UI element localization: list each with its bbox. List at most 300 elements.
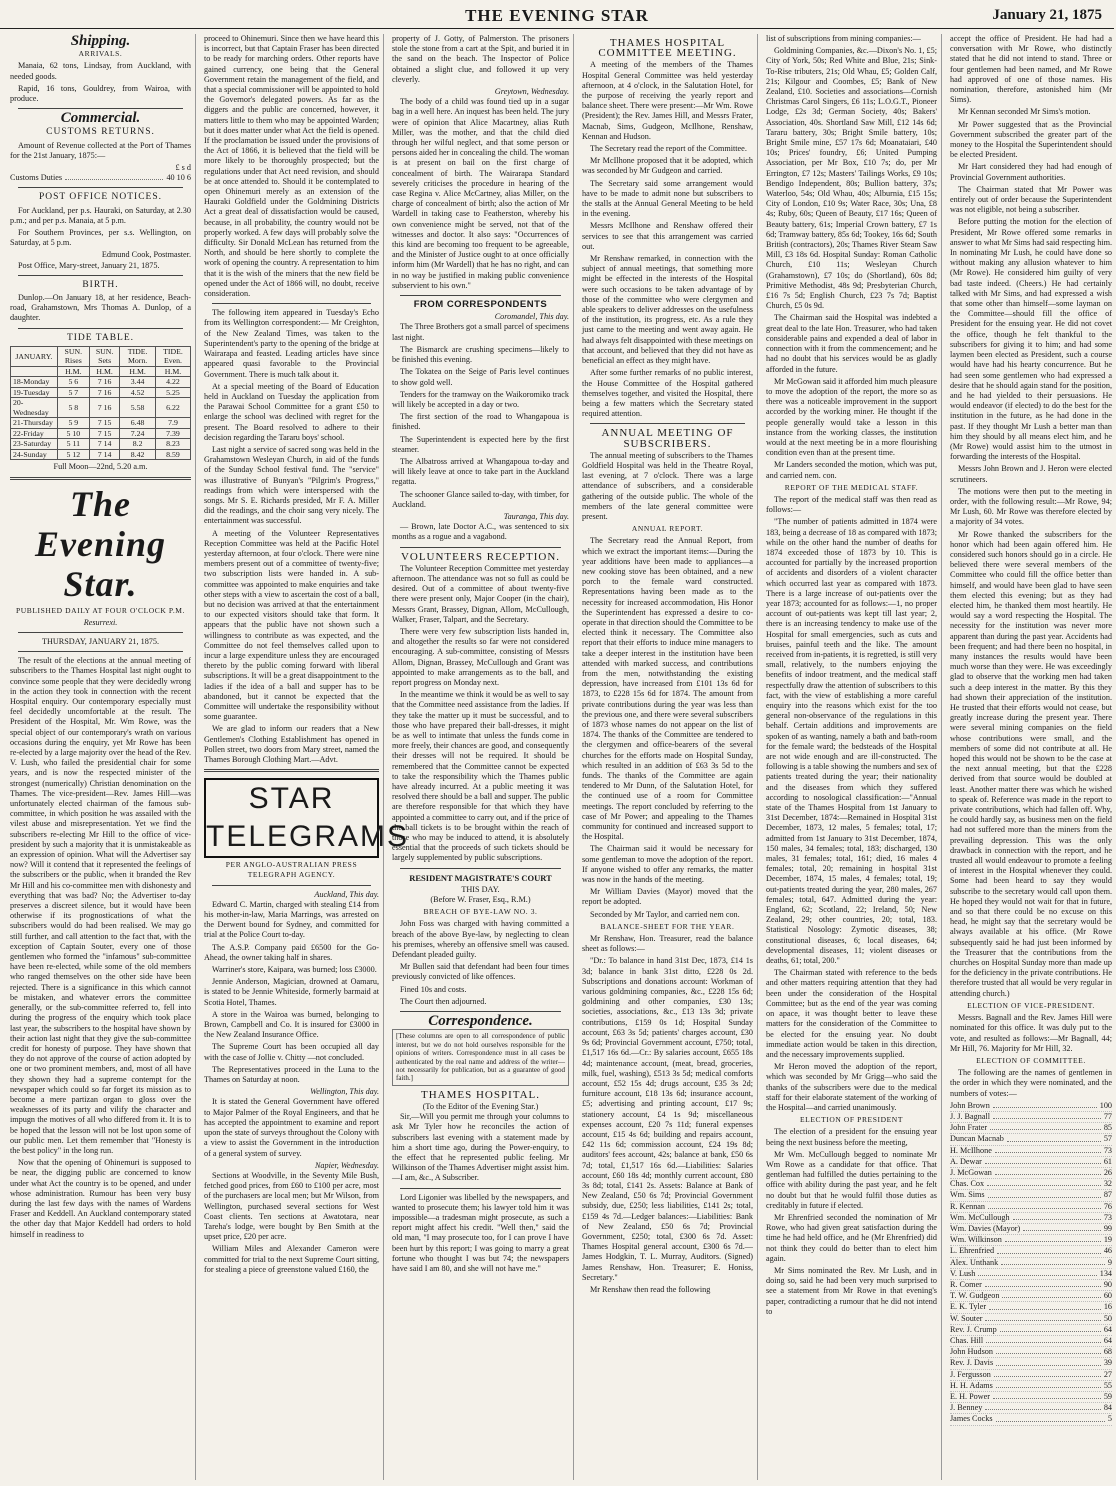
telegram-item: property of J. Gotty, of Palmerston. The prisoners stole the stone from a cart at the Spit, and buried it in the sand on the beach. The Inspector of Police obtained a slight clue, and followed it up very cleverly. xyxy=(392,34,569,84)
vote-count: 39 xyxy=(1103,1358,1112,1368)
medical-paragraph: Mr Heron moved the adoption of the report, which was seconded by Mr Grigg—who said the thanks of the subscribers were due to the medical staff for their elaborate statement of the working of the Hospital—and carried unanimously. xyxy=(766,1062,937,1112)
court-subheading: THIS DAY. xyxy=(461,884,500,894)
telegram-dateline: Greytown, Wednesday. xyxy=(494,87,569,97)
tide-row xyxy=(11,439,191,450)
candidate-name: John Frater xyxy=(950,1123,988,1133)
meeting-paragraph: Mr McIlhone proposed that it be adopted, which was seconded by Mr Gudgeon and carried. xyxy=(582,156,753,176)
birth-notice: Dunlop.—On January 18, at her residence, Beach-road, Grahamstown, Mrs Thomas A. Dunlop, of a daughter. xyxy=(10,293,191,323)
election-paragraph: Before putting the motion for the election of President, Mr Rowe offered some remarks in answer to what Mr Sims had said respecting him. In nominating Mr Lush, he could have done so without making any allusion whatever to him (Mr Rowe). He considered him guilty of very bad taste indeed. (Cheers.) He had certainly talked with Mr Sims, and had expressed a wish that some other than himself—some layman on the Committee—should fill the office of President for the ensuing year. He did not covet the office, though he felt thankful to the subscribers for giving it to him; and had some laymen been elected as President, such a course would have had his hearty concurrence. But he had seen some gentlemen who had expressed a desire that he should again stand for the position, and he had yielded to their persuasions. He would endeavor (if elected) to do the best for the institution in the future, as he had done in the past. If they thought Mr Lush a better man than him they should by all means elect him, and he (Mr Rowe) would assist him to the utmost in forwarding the interests of the Hospital. xyxy=(950,217,1112,462)
candidate-name: H. McIlhone xyxy=(950,1145,992,1155)
vote-row xyxy=(950,1314,1112,1325)
vote-count: 55 xyxy=(1103,1380,1112,1390)
vote-count: 64 xyxy=(1103,1324,1112,1334)
tide-cell: 7 15 xyxy=(89,428,119,439)
leader-dots xyxy=(1013,1213,1101,1220)
candidate-name: V. Lush xyxy=(950,1268,976,1278)
telegram-item: The Representatives proceed in the Luna to the Thames on Saturday at noon. xyxy=(204,1064,379,1085)
medical-paragraph: "The number of patients admitted in 1874 were 183, being a decrease of 18 as compared with 1873; while on the other hand the number of deaths for 1874 exceeded those of 1873 by 10. This is accounted for partially by the increased proportion of accidents and disorders of a violent character which occurred last year as compared with 1873. There is a large increase of out-patients over the year 1873; accounted for as follows:—1, no proper account of out-patients was kept till last year; 2, there is an increasing tendency to make use of the Hospital for small emergencies, such as cuts and bruises, painful teeth and the like. The amount received from in-patients, it is regretted, is still very small, relatively, to the numbers enjoying the benefits of indoor treatment, and the medical staff respectfully draw the attention of subscribers to this fact, with the view of establishing a more careful enquiry into the reasons which exist for the too general non-observance of the regulations in this behalf. Certain additions and improvements are spoken of as wanting, namely a bath and bath-room for the female ward; the bedsteads of the Hospital are not wide enough and are ill-constructed. The following is a table showing the numbers and sex of patients treated during the year; their nationality and the diseases from which they suffered according to nosological classification:—"Annual state of the Thames Hospital from 1st January to 31st December, 1874:—Remained in Hospital 31st December, 1873, 12 males, 5 females; total, 17; admitted from 1st January to 31st December, 1874, 150 males, 34 females; total, 183; discharged, 130 males, 31 females; total, 161; died, 16 males 4 females; total, 20; remaining in hospital 31st December, 1874, 15 males, 4 females; total, 19; out-patients treated during the year, 280 males, 267 females; total, 647. Admitted during the year: England, 62; Scotland, 22; Ireland, 50; New Zealand, 29; other countries, 20; total, 183. Statistical Nosology: Zymotic diseases, 38; constitutional diseases, 6; local diseases, 64; developmental diseases, 11; violent diseases or deaths, 61; total, 200." xyxy=(766,517,937,966)
divider xyxy=(590,423,745,424)
vote-row xyxy=(950,1146,1112,1157)
vote-row xyxy=(950,1235,1112,1246)
arrival-item: Manaia, 62 tons, Lindsay, from Auckland, with needed goods. xyxy=(10,61,191,81)
vote-count: 57 xyxy=(1103,1134,1112,1144)
medical-report-heading: REPORT OF THE MEDICAL STAFF. xyxy=(784,482,919,492)
post-office-heading: POST OFFICE NOTICES. xyxy=(38,192,163,203)
arrival-item: Rapid, 16 tons, Gouldrey, from Wairoa, with produce. xyxy=(10,83,191,104)
meeting-paragraph: The Secretary said some arrangement would have to be made to admit none but subscribers to the stalls at the Annual General Meeting to be held in the evening. xyxy=(582,178,753,219)
candidate-name: J. Fergusson xyxy=(950,1369,991,1379)
letter-heading: THAMES HOSPITAL. xyxy=(420,1088,540,1101)
divider xyxy=(400,295,561,296)
tide-cell: 5 8 xyxy=(57,398,89,418)
tide-heading: TIDE TABLE. xyxy=(66,332,135,343)
volunteers-paragraph: There were very few subscription lists handed in, and altogether the results so far were not considered encouraging. A sub-committee, consisting of Messrs Allom, Dignan, Brassey, McCullough and Grant was appointed to make arrangements as to the ball, and report progress on Monday next. xyxy=(392,626,569,687)
vote-count: 100 xyxy=(1099,1100,1112,1110)
tide-cell: 7.24 xyxy=(120,428,156,439)
leader-dots xyxy=(1023,1224,1101,1231)
vote-row xyxy=(950,1336,1112,1347)
vote-row xyxy=(950,1190,1112,1201)
customs-duties-label: Customs Duties xyxy=(10,173,63,183)
motto: Resurrexi. xyxy=(83,617,118,627)
meeting-paragraph: Mr Renshaw remarked, in connection with the subject of annual meetings, that something more might be effected in the interests of the Hospital were such occasions to be taken advantage of by those of the committee who were clergymen and able speakers to deliver addresses on the usefulness of the institution, its progress, etc. As a rule they just came to the meeting and went away again. He had always felt disappointed with these meetings on that account, and believed that they did not have as beneficial an effect as they might have. xyxy=(582,254,753,366)
telegram-item: Sections at Woodville, in the Seventy Mile Bush, fetched good prices, from £60 to £100 per acre, most of the purchasers are local men; but Mr Wilson, from Wellington, purchased several sections for West Coast clients. Ten sections at Awatotara, near Tareha's lodge, were bought by Ben Smith at the upset price, £20 per acre. xyxy=(204,1170,379,1242)
leader-dots xyxy=(997,1246,1101,1253)
leader-dots xyxy=(993,1101,1097,1108)
tide-cell: 7 16 xyxy=(89,387,119,398)
leader-dots xyxy=(985,1280,1101,1287)
vote-count: 5 xyxy=(1107,1414,1112,1424)
vote-count: 84 xyxy=(1103,1403,1112,1413)
customs-units: £ s d xyxy=(175,163,191,173)
tide-cell: 7.9 xyxy=(155,418,190,429)
tide-row xyxy=(11,398,191,418)
tide-cell: 5 9 xyxy=(57,418,89,429)
divider xyxy=(18,651,183,652)
tide-unit: H.M. xyxy=(89,366,119,377)
meeting-paragraph: The Secretary read the report of the Committee. xyxy=(590,144,747,154)
leader-dots xyxy=(996,1358,1101,1365)
tide-col-header: SUN. Sets xyxy=(89,346,119,366)
vote-count: 9 xyxy=(1107,1257,1112,1267)
arrivals-heading: ARRIVALS. xyxy=(78,49,123,59)
subscription-paragraph: Mr Landers seconded the motion, which was put, and carried nem. con. xyxy=(766,460,937,480)
tide-unit: H.M. xyxy=(120,366,156,377)
president-election-heading: ELECTION OF PRESIDENT xyxy=(799,1115,903,1125)
balance-paragraph: "Dr.: To balance in hand 31st Dec, 1873, £14 1s 3d; balance in bank 31st ditto, £228 0s 2d. Subscriptions and donations account: Workman of various goldmining companies, &c., £228 15s 6d; goldmining and other companies, £30 13s; societies, associations, &c., £13 13s 3d; private contributions, £159 0s 1d; Hospital Sunday account, £63 3s 5d; patients' charges account, £30 9s 6d; Provincial Government account, £750; total, £1,517 16s 6d.—Cr.: By salaries account, £655 18s 4d; maintenance account, (meat, bread, groceries, milk, fuel, washing), £513 3s 5d; medical comforts account, £52 15s 4d; drugs account, £35 3s 2d; furniture account, £18 13s 6d; insurance account, £5; advertising and printing account, £17 9s; stationery account, £4 1s 9d; miscellaneous expenses account, £20 7s 11d; funeral expenses account, £15 4s 6d; building and repairs account, £42 11s 6d; commission account, £24 19s 8d; auditors' fees account, 42s; balance at bank, £50 6s 7d; total, £1,517 16s 6d.—Liabilities: Salaries account, £60 18s 4d; monthly current account, £80 3s 8d; total, £141 2s. Assets: Balance at Bank of New Zealand, £50 6s 7d; Provincial Government subsidy, due, £250; less liabilities, £141 2s; total, £159 4s 7d.—Ledger balances:—Liabilities: Bank of New Zealand, £50 6s 7d; Provincial Government, £250; total, £300 6s 7d. Asset: Thames Hospital general account, £300 6s 7d.—James Hodgkin, T. L. Murray, Auditors. (Signed) James Renshaw, Hon. Treasurer; E. Honiss, Secretary." xyxy=(582,956,753,1282)
leader-dots xyxy=(986,1336,1101,1343)
column-1 xyxy=(6,34,196,1480)
telegrams-agency: PER ANGLO-AUSTRALIAN PRESS TELEGRAPH AGENCY. xyxy=(225,860,358,880)
news-paragraph: proceed to Ohinemuri. Since then we have heard this is incorrect, but that Captain Fraser has been directed to be ready for marching orders. Other reports have gained currency, one being that the General Government retain the management of the field, and that a special commissioner will be appointed to hold the Governor's delegated powers. As far as the diggers and the public are concerned, however, it matters little to them who may be appointed Warden; but it does matter under what Act the field is opened. If the proclamation be issued under the provisions of the Act of 1866, it is believed that the field will be more likely to be thoroughly prospected; but the regulations under that Act need revision, and should be at once attended to. Should it be contemplated to open Ohinemuri merely as an extension of the Hauraki Goldfield under the Goldmining Districts Act a great deal of dissatisfaction would be caused, because, in all probability, the country would not be properly worked. A few days will probably solve the difficulty. Sir Donald McLean has returned from the North, and should be here shortly to complete the work of opening the country. A representation to him that it is the wish of the miners that the new field be opened under the Act of 1866 will, no doubt, receive consideration. xyxy=(204,34,379,299)
vote-count: 77 xyxy=(1103,1111,1112,1121)
correspondent-item: The Three Brothers got a small parcel of specimens last night. xyxy=(392,322,569,342)
tide-cell: 18-Monday xyxy=(11,377,58,388)
tide-cell: 7 16 xyxy=(89,377,119,388)
shipping-heading: Shipping. xyxy=(70,33,131,49)
vote-count: 90 xyxy=(1103,1279,1112,1289)
divider xyxy=(18,632,183,633)
candidate-name: Wm. McCullough xyxy=(950,1212,1010,1222)
column-4 xyxy=(578,34,758,1480)
vote-row xyxy=(950,1168,1112,1179)
correspondent-dateline: Coromandel, This day. xyxy=(494,312,569,322)
divider xyxy=(400,868,561,869)
candidate-name: E. H. Power xyxy=(950,1392,991,1401)
candidate-name: Rev. J. Davis xyxy=(950,1358,994,1368)
report-paragraph: Seconded by Mr Taylor, and carried nem con. xyxy=(590,909,740,919)
news-paragraph: Last night a service of sacred song was held in the Grahamstown Wesleyan Church, in aid of the funds of the Sunday School festival fund. The "service" was illustrative of Bunyan's "Pilgrim's Progress," readings from which were interspersed with the songs. Mr S. E. Richards presided, Mr F. A. Miller did the readings, and the choir sang very nicely. The entertainment was successful. xyxy=(204,444,379,526)
correspondent-item: The schooner Glance sailed to-day, with timber, for Auckland. xyxy=(392,489,569,509)
tide-cell: 22-Friday xyxy=(11,428,58,439)
vote-row xyxy=(950,1224,1112,1235)
post-signature: Edmund Cook, Postmaster. xyxy=(101,250,191,260)
balance-sheet-heading: BALANCE-SHEET FOR THE YEAR. xyxy=(600,921,735,931)
leader-dots xyxy=(985,1314,1100,1321)
vote-row xyxy=(950,1414,1112,1425)
vote-count: 73 xyxy=(1103,1212,1112,1222)
telegram-dateline: Napier, Wednesday. xyxy=(314,1160,379,1170)
candidate-name: Wm. Wilkinson xyxy=(950,1235,1002,1245)
tide-row xyxy=(11,387,191,398)
court-paragraph: The Court then adjourned. xyxy=(400,996,487,1006)
vote-row xyxy=(950,1112,1112,1123)
tide-row xyxy=(11,377,191,388)
meeting-paragraph: A meeting of the members of the Thames Hospital General Committee was held yesterday afternoon, at 4 o'clock, in the Salutation Hotel, for the purpose of receiving the yearly report and balance sheet. There were present:—Mr Wm. Rowe (President); the Rev. James Hill, and Messrs Frater, Macnab, Sims, Gudgeon, McIlhone, Renshaw, Kennan and Hudson. xyxy=(582,60,753,141)
customs-duties-value: 40 10 6 xyxy=(166,173,191,183)
editorial-paragraph: Now that the opening of Ohinemuri is supposed to be near, the digging public are concerned to know under what Act the country is to be opened, and under whose administration. Rumour has been very busy during the last few days with the names of Wardens Fraser and Keddell. An Auckland contemporary stated the other day that Major Keddell had orders to hold himself in readiness to xyxy=(10,1158,191,1239)
news-paragraph: The following item appeared in Tuesday's Echo from its Wellington correspondent:— Mr Creighton, of the New Zealand Times, was taken to the Superintendent's party to the opening of the bridge at Wairarapa and feasted. Leading articles have since appeared quasi favorable to the Provincial Government. There is much talk about it. xyxy=(204,308,379,379)
vote-count: 46 xyxy=(1103,1246,1112,1256)
tide-col-header: SUN. Rises xyxy=(57,346,89,366)
election-paragraph: accept the office of President. He had had a conversation with Mr Rowe, who distinctly stated that he did not intend to stand. Three or four gentlemen had been named, and Mr Rowe had approved of one of those names. His nomination, therefore, astonished him (Mr Sims). xyxy=(950,34,1112,105)
vote-row xyxy=(950,1403,1112,1414)
candidate-name: Chas. Hill xyxy=(950,1335,984,1345)
votes-list xyxy=(950,1101,1112,1426)
election-paragraph: Mr Hart considered they had had enough of Provincial Government authorities. xyxy=(950,162,1112,182)
leader-dots xyxy=(989,1302,1101,1309)
candidate-name: Duncan Macnab xyxy=(950,1134,1004,1144)
leader-dots xyxy=(995,1146,1101,1153)
anecdote: Lord Ligonier was libelled by the newspapers, and wanted to prosecute them; his lawyer told him it was impossible—a tradesman might prosecute, as such a report might affect his credit. "Well then," said the old man, "I may prosecute too, for I can prove I have been hurt by this report; I was going to marry a great fortune who thought I was but 74; the newspapers have said I am 80, and she will not have me." xyxy=(392,1192,569,1273)
candidate-name: Rev. J. Crump xyxy=(950,1324,997,1334)
vote-count: 73 xyxy=(1103,1145,1112,1155)
vote-row xyxy=(950,1123,1112,1134)
subscription-paragraph: list of subscriptions from mining companies:— xyxy=(766,34,921,43)
correspondent-item: The Bismarck are crushing specimens—likely to be finished this evening. xyxy=(392,344,569,365)
candidate-name: H. H. Adams xyxy=(950,1380,993,1390)
tide-unit: H.M. xyxy=(57,366,89,377)
telegram-item: Edward C. Martin, charged with stealing £14 from his mother-in-law, Maria Marrings, was arrested on the Derwent bound for Sydney, and committed for trial at the Police Court to-day. xyxy=(204,899,379,940)
court-paragraph: Fined 10s and costs. xyxy=(400,984,467,994)
meeting-paragraph: After some further remarks of no public interest, the House Committee of the Hospital gathered themselves together, and visited the Hospital, there being a few matters which the Secretary stated required attention. xyxy=(582,368,753,419)
vote-row xyxy=(950,1280,1112,1291)
tide-cell: 6.48 xyxy=(120,418,156,429)
election-paragraph: The Chairman stated that Mr Power was entirely out of order because the Superintendent was not eligible, not being a subscriber. xyxy=(950,184,1112,215)
tide-cell: 5.25 xyxy=(155,387,190,398)
paper-nameplate: The Evening Star. xyxy=(34,483,166,604)
divider xyxy=(400,1188,561,1189)
telegram-item: Jennie Anderson, Magician, drowned at Oamaru, is stated to be Jennie Whiteside, formerly barmaid at Scotia Hotel, Thames. xyxy=(204,977,379,1007)
vote-count: 27 xyxy=(1103,1369,1112,1379)
vote-count: 60 xyxy=(1103,1291,1112,1301)
full-moon: Full Moon—22nd, 5.20 a.m. xyxy=(53,462,148,472)
report-paragraph: The Secretary read the Annual Report, from which we extract the important items:—During the year additions have been made to appliances—a new cooking stove has been obtained, and a new porch to the female ward constructed. Representations having been made as to the necessity for increased accommodation, His Honor the Superintendent has expressed a desire to co-operate in that direction should the Committee to be elected think it necessary. The Committee also report that their efforts to induce mine managers to take a deeper interest in the institution have been attended with marked success, and contributions from the men, notwithstanding the existing depression, have increased from £101 13s 6d for 1873, to £228 15s 6d for 1874. The amount from private contributions during the year was less than the previous one, and there were several subscribers of 1873 whose names do not appear on the list of 1874. The thanks of the Committee are tendered to the clergymen and office-bearers of the several churches for the efforts made on Hospital Sunday, which resulted in an addition of £63 3s 5d to the funds. The thanks of the Committee are again tendered to Mr Dunn, of the Salutation Hotel, for the continued use of a room for Committee meetings. The report concluded by referring to the case of Mr Power; and appealing to the Thames community for continued and increased support to the Hospital. xyxy=(582,536,753,842)
correspondent-item: — Brown, late Doctor A.C., was sentenced to six months as a rogue and a vagabond. xyxy=(392,522,569,542)
tide-body xyxy=(11,377,191,460)
leader-dots xyxy=(1007,1134,1101,1141)
candidate-name: J. McGowan xyxy=(950,1167,992,1177)
president-paragraph: The election of a president for the ensuing year being the next business before the meeting, xyxy=(766,1127,937,1147)
candidate-name: L. Ehrenfried xyxy=(950,1246,995,1256)
tide-cell: 5 10 xyxy=(57,428,89,439)
annual-meeting-heading: ANNUAL MEETING OF SUBSCRIBERS. xyxy=(601,427,734,450)
tide-row xyxy=(11,449,191,460)
vote-count: 59 xyxy=(1103,1392,1112,1401)
candidate-name: W. Souter xyxy=(950,1313,983,1323)
leader-dots xyxy=(985,1403,1101,1410)
correspondent-item: The Albatross arrived at Whangapoua to-day and will likely leave at once to take part in the Auckland regatta. xyxy=(392,456,569,487)
vice-president-paragraph: Messrs. Bagnall and the Rev. James Hill were nominated for this office. It was duly put to the vote, and resulted as follows:—Mr Bagnall, 44; Mr Hill, 76. Majority for Mr Hill, 32. xyxy=(950,1013,1112,1053)
committee-meeting-heading: THAMES HOSPITAL COMMITTEE MEETING. xyxy=(598,37,737,60)
tide-row xyxy=(11,428,191,439)
telegram-dateline: Wellington, This day. xyxy=(310,1087,379,1097)
candidate-name: Alex. Unthank xyxy=(950,1257,999,1267)
vote-row xyxy=(950,1347,1112,1358)
vote-count: 76 xyxy=(1103,1201,1112,1211)
election-paragraph: The motions were then put to the meeting in order, with the following result:—Mr Rowe, 94; Mr Lush, 60. Mr Rowe was therefore elected by a majority of 34 votes. xyxy=(950,486,1112,527)
telegram-item: Warriner's store, Kaipara, was burned; loss £3000. xyxy=(212,965,377,975)
column-3 xyxy=(388,34,574,1480)
leader-dots xyxy=(990,1123,1101,1130)
election-paragraph: Mr Power suggested that as the Provincial Government subscribed the greater part of the money to the Hospital the Superintendent should be elected President. xyxy=(950,119,1112,160)
column-6 xyxy=(946,34,1116,1480)
post-item: For Auckland, per p.s. Hauraki, on Saturday, at 2.30 p.m.; and per p.s. Manaia, at 5 p.m. xyxy=(10,205,191,225)
leader-dots xyxy=(65,173,163,180)
president-paragraph: Mr Wm. McCullough begged to nominate Mr Wm Rowe as a candidate for that office. That gentleman had fulfilled the duties pertaining to the office with ability during the past year, and he felt no doubt but that he would fulfil those duties as creditably in future if elected. xyxy=(766,1149,937,1210)
leader-dots xyxy=(987,1179,1101,1186)
news-paragraph: We are glad to inform our readers that a New Gentlemen's Clothing Establishment has opened in Pollen street, two doors from Mary street, named the Thames Borough Clothing Mart.—Advt. xyxy=(204,724,379,765)
correspondent-item: The Superintendent is expected here by the first steamer. xyxy=(392,434,569,454)
divider xyxy=(204,769,379,772)
column-6-body xyxy=(950,34,1112,1426)
election-paragraph: Mr Rowe thanked the subscribers for the honor which had been again offered him. He considered such honors should go in a circle. He believed there were several members of the Committee who could fill the office better than himself, and would have been glad to have seen them elected this evening; but as they had elected him, he thanked them most heartily. He would say a word respecting the Hospital. The necessity for the institution was never more apparent than during the past year. Accidents had been frequent; and had there been no hospital, in many instances the results would have been much worse than they were. He was exceedingly glad to observe that the working men had taken such a deep interest in the matter. By this they had shown their appreciation of the institution. He trusted that their efforts would not cease, but greatly increase during the present year. There were several mining companies on the field whose contributions were small, and the members of some did not contribute at all. He hoped this would not be shown to be the case at the next annual meeting, but that the £228 derived from that source would be doubled at least. Another matter there was which he wished to speak of. Reference was made in the report to private contributions, which had fallen off. Why, he could hardly say, as business men on the field had not suffered more than the miners from the prevailing depression. This was the only drawback in connection with the report, and he trusted all would endeavour to promote a feeling of interest in the Hospital whenever they could. Some had been heard to say they would subscribe to the secretary would call upon them. He hoped they would not wait for that in future, and so that there could be no excuse on this head, he might say that the secretary would be always available at his office. (Mr Rowe subsequently said he had just been informed by the Treasurer that the contributions from the churches on Hospital Sunday more than made up for the deficiency in the private contributions. He therefore trusted that all would be very regular in attending church.) xyxy=(950,529,1112,998)
vote-row xyxy=(950,1302,1112,1313)
tide-cell: 4.52 xyxy=(120,387,156,398)
candidate-name: A. Dewar xyxy=(950,1156,982,1166)
vote-row xyxy=(950,1269,1112,1280)
vote-row xyxy=(950,1246,1112,1257)
telegrams-title: STAR TELEGRAMS xyxy=(204,778,379,858)
candidate-name: R. Kennan xyxy=(950,1201,986,1211)
tide-cell: 7 15 xyxy=(89,418,119,429)
vote-row xyxy=(950,1258,1112,1269)
column-2 xyxy=(200,34,410,1480)
vote-count: 64 xyxy=(1103,1335,1112,1345)
medical-paragraph: The Chairman stated with reference to the beds and other matters requiring attention that they had been under the consideration of the Hospital Committee; but as the end of the year was coming on apace, it was thought better to leave these matters for the consideration of the Committee to be elected for the ensuing year. No doubt immediate action would be taken in this direction, and the necessary improvements supplied. xyxy=(766,968,937,1059)
correspondent-item: Tenders for the tramway on the Waikoromiko track will likely be accepted in a day or two. xyxy=(392,389,569,409)
vote-count: 85 xyxy=(1103,1123,1112,1133)
annual-paragraph: The annual meeting of subscribers to the Thames Goldfield Hospital was held in the Theatre Royal, last evening, at 7 o'clock. There was a large attendance of subscribers, and a considerable gathering of the outside public. The whole of the members of the late general committee were present. xyxy=(582,450,753,521)
meeting-paragraph: Messrs McIlhone and Renshaw offered their services to see that this arrangement was carried out. xyxy=(582,221,753,251)
column-5 xyxy=(762,34,942,1480)
leader-dots xyxy=(1005,1235,1101,1242)
tide-unit xyxy=(11,366,58,377)
running-head xyxy=(0,6,1114,29)
vote-count: 87 xyxy=(1103,1190,1112,1200)
divider xyxy=(10,477,191,480)
vote-count: 68 xyxy=(1103,1347,1112,1357)
leader-dots xyxy=(988,1202,1101,1209)
running-date: January 21, 1875 xyxy=(992,7,1102,23)
candidate-name: John Hudson xyxy=(950,1347,993,1357)
correspondents-heading: FROM CORRESPONDENTS xyxy=(413,299,548,311)
editorial-paragraph: The result of the elections at the annual meeting of subscribers to the Thames Hospital last night ought to convince some people that they were decidedly wrong in the action they took in connection with the recent Hospital enquiry. Our contemporary especially must feel decidedly uncomfortable at the result. The President of the Hospital, Mr. Wm Rowe, was the special object of our contemporary's wrath on various occasions during the enquiry, yet Mr Rowe has been re-elected by a large majority over the head of the Rev. V. Lush, who failed the presidential chair for some years, and is now the respected minister of the strongest (numerically) Christian denomination on the Thames. The vice-president—Rev. James Hill—was unfortunately elected chairman of the famous sub-committee, in which position he was assailed with the vilest abuse and misrepresentation. Yet we find the subscribers re-electing Mr Hill to the office of vice-president by such a majority that it is unmistakeable as an expression of opinion. What will the Advertiser say now? Will it contend that it represented the feelings of the subscribers or the public, when it branded the Rev Mr Hill and his co-committee men with dishonesty and everything that was bad? No; the Advertiser to-day preserves a discreet silence, but it would have been otherwise if its prognostications of what the subscribers would do had been realised. We may go still further, and call attention to the fact that, with the exception of Captain Souter, every one of those gentlemen who formed the "infamous" sub-committee have been re-elected, while some of the old members who ranged themselves on the other side have been rejected. There is a significance in this which cannot be mistaken, and whatever errors the committee generally, or the sub-committee referred to, fell into during the progress of the enquiry which took place last year, the subscribers to the hospital have shown by their action last night that they give the sub-committee credit for honesty of purpose. They have shown that they do not approve of the course of action adopted by one or two prominent members, and, most of all have they shown they had a supreme contempt for the newspaper which could so far forget its mission as to become a mere partizan organ to gloss over the weaknesses of its party and vilify the character and impugn the motives of all who differed from it. It is to be hoped that the lesson will not be lost upon some of our public men. Let them remember that "Honesty is the best policy" in the long run. xyxy=(10,656,192,1155)
vote-row xyxy=(950,1179,1112,1190)
tide-table xyxy=(10,346,191,461)
candidate-name: T. W. Gudgeon xyxy=(950,1291,1000,1301)
telegram-item: The Supreme Court has been occupied all day with the case of Jollie v. Chitty —not concluded. xyxy=(204,1042,379,1062)
candidate-name: J. Benney xyxy=(950,1403,983,1413)
leader-dots xyxy=(996,1347,1101,1354)
candidate-name: Wm. Davies (Mayor) xyxy=(950,1223,1021,1233)
vote-row xyxy=(950,1358,1112,1369)
vote-row xyxy=(950,1325,1112,1336)
correspondence-heading: Correspondence. xyxy=(428,1013,533,1030)
vote-count: 32 xyxy=(1103,1179,1112,1189)
tide-unit: H.M. xyxy=(155,366,190,377)
letter-to: (To the Editor of the Evening Star.) xyxy=(422,1101,539,1111)
tide-header-row xyxy=(11,346,191,366)
vote-row xyxy=(950,1134,1112,1145)
tide-cell: 5 11 xyxy=(57,439,89,450)
leader-dots xyxy=(985,1157,1101,1164)
divider xyxy=(18,275,183,276)
correspondent-item: The Tokatea on the Seige of Paris level continues to show gold well. xyxy=(392,367,569,387)
telegram-dateline: Auckland, This day. xyxy=(314,889,379,899)
candidate-name: Chas. Cox xyxy=(950,1179,985,1189)
leader-dots xyxy=(994,1370,1101,1377)
correspondence-note: [These columns are open to all correspondence of public interest, but we do not hold ourselves responsible for the opinions of writers. Correspondence must in all cases be authenticated by the real name and address of the writer—not necessarily for publication, but as a guarantee of good faith.] xyxy=(392,1029,569,1085)
birth-heading: BIRTH. xyxy=(82,279,119,290)
committee-election-heading: ELECTION OF COMMITTEE. xyxy=(976,1055,1086,1065)
telegram-item: It is stated the General Government have offered to Major Palmer of the Royal Engineers, and that he has accepted the appointment to examine and report upon the state of surveys throughout the Colony with a view to assist the Government in the introduction of a general system of survey. xyxy=(204,1097,379,1158)
vote-row xyxy=(950,1392,1112,1403)
subscription-paragraph: Goldmining Companies, &c.—Dixon's No. 1, £5; City of York, 50s; Red White and Blue, 21s; Sink-To-Rise tributers, 21s; Old Whau, £5; Golden Calf, 21s; Kilgour and Coombes, £5; Bank of New Zealand, £10. Societies and associations—Cornish Christmas Carol Singers, £6 11s; L.O.G.T., Pioneer Lodge, £2s 3d; German Society, 40s; Bakers' Association, 40s. Shortland Saw Mill, £12 14s 6d; Tararu battery, 30s; Bright Smile battery, 10s; Bright Smile mine, £57 17s 6d; Moanataiari, £40 10s; Prices' foundry, £6; United Pumping Association, per Mr Box, £10 7s; do, per Mr Errington, £7 12s; Masters' Tailings Works, £9 10s; Bendigo Independent, 80s; Bullion battery, 37s; Waterloo, 54s; Old Whau, 40s; Alburnia, £15 15s; City of London, £10 9s; Water Race, 30s; Una, £8 4s; Ruby, 60s; Queen of Beauty, £17 16s; Queen of Beauty battery, 61s; Imperial Crown battery, £7 1s 6d; Tramway battery, 85s 6d; Tookey, 16s 6d; South British (contractors), 20s; Thames River Steam Saw Mill, £3 18s 6d. Hospital Sunday: Roman Catholic Church, £10 11s; Wesleyan Church (Grahamstown), £7 10s; do (Shortland), 60s 8d; Primitive Methodist, 48s 9d; Presbyterian Church, £16 7s 5d; English Church, £23 7s 7d; Baptist Church, £5 0s 9d. xyxy=(766,46,937,311)
tide-cell: 19-Tuesday xyxy=(11,387,58,398)
telegram-item: The body of a child was found tied up in a sugar bag in a well here. An inquest has been held. The jury were of opinion that Alice Macartney, alias Ruth Miller, was the mother, and that the child died through her wilful neglect, and that some person or persons aided her in concealing the child. The woman is at present on bail on the first charge of concealment of birth. The Wairarapa Standard severely criticises the procedure in hearing of the case Regina v. Alice McCartney, alias Miller, on the charge of concealment of birth; also the action of Mr Wardell in taking case to Featherston, whereby his own convenience might be served, not that of the witnesses and doctor. It also says: "Occurrences of this kind are becoming too frequent to be agreeable, and the Minister of Justice ought to at once officially inform him (Mr Wardell) that he has no right, and can in no way be justified in making public convenience subservient to his own." xyxy=(392,97,569,290)
divider xyxy=(18,187,183,188)
volunteers-paragraph: In the meantime we think it would be as well to say that the Committee need assistance from the ladies. If they take the matter up it must be successful, and to those who have prepared their ball-dresses, it might be as well to intimate that unless the funds come in more freely, their chances are good, and consequently their dresses will not be required. It should be remembered that the Committee cannot be expected to take the responsibility which the Thames public have already incurred. At a public meeting it was resolved there should be a ball and supper. The public are therefore responsible for that which they have appointed a committee to carry out, and if the price of the ball tickets is to be brought within the reach of those who may be induced to attend, it is absolutely essential that the proceeds of such tickets should be largely supplemented by public subscriptions. xyxy=(392,690,569,863)
divider xyxy=(212,303,371,304)
tide-cell: 7 14 xyxy=(89,439,119,450)
court-heading: RESIDENT MAGISTRATE'S COURT xyxy=(409,872,552,883)
leader-dots xyxy=(978,1269,1096,1276)
volunteers-paragraph: The Volunteer Reception Committee met yesterday afternoon. The attendance was not so full as could be desired. Out of a committee of about twenty-five there were present only, Major Cooper (in the chair), Messrs Grant, Brassey, Dignan, Allom, McCullough, Walker, Fraser, Talpart, and the Secretary. xyxy=(392,563,569,624)
vote-row xyxy=(950,1370,1112,1381)
vote-row xyxy=(950,1291,1112,1302)
leader-dots xyxy=(996,1414,1105,1421)
candidate-name: E. K. Tyler xyxy=(950,1302,987,1312)
divider xyxy=(212,885,371,886)
tide-cell: 5 7 xyxy=(57,387,89,398)
tide-cell: 7 16 xyxy=(89,398,119,418)
telegram-item: The A.S.P. Company paid £6500 for the Go-Ahead, the owner taking half in shares. xyxy=(204,942,379,962)
tide-col-header: JANUARY. xyxy=(11,346,58,366)
columns xyxy=(6,33,1112,1480)
candidate-name: J. J. Bagnall xyxy=(950,1111,991,1121)
court-before: (Before W. Fraser, Esq., R.M.) xyxy=(430,895,531,905)
tide-cell: 8.59 xyxy=(155,449,190,460)
candidate-name: James Cocks xyxy=(950,1414,993,1424)
customs-duties-row xyxy=(10,173,191,183)
divider xyxy=(400,547,561,548)
vote-row xyxy=(950,1381,1112,1392)
divider xyxy=(18,108,183,109)
election-paragraph: Messrs John Brown and J. Heron were elected scrutineers. xyxy=(950,464,1112,484)
balance-paragraph: Mr Renshaw, Hon. Treasurer, read the balance sheet as follows:— xyxy=(582,934,753,954)
vote-row xyxy=(950,1101,1112,1112)
vote-row xyxy=(950,1213,1112,1224)
court-case: BREACH OF BYE-LAW NO. 3. xyxy=(423,907,538,917)
leader-dots xyxy=(1000,1325,1101,1332)
correspondent-dateline: Tauranga, This day. xyxy=(503,511,569,521)
tide-cell: 21-Thursday xyxy=(11,418,58,429)
vice-president-heading: ELECTION OF VICE-PRESIDENT. xyxy=(967,1000,1095,1010)
election-paragraph: Mr Kennan seconded Mr Sims's motion. xyxy=(958,107,1091,117)
leader-dots xyxy=(993,1392,1101,1399)
telegram-item: William Miles and Alexander Cameron were committed for trial to the next Supreme Court sitting, for stealing a piece of greenstone valued £160, the xyxy=(204,1244,379,1274)
vote-row xyxy=(950,1202,1112,1213)
subscription-paragraph: Mr McGowan said it afforded him much pleasure to move the adoption of the report, the more so as there was a noticeable improvement in the support accorded by the working miner. He thought if the people generally would take a lesson in this instance from the working classes, the institution would at the next meeting be in a more flourishing condition even than at the present time. xyxy=(766,376,937,458)
candidate-name: John Brown xyxy=(950,1100,990,1110)
balance-paragraph: Mr Renshaw then read the following xyxy=(590,1284,711,1294)
annual-report-heading: ANNUAL REPORT. xyxy=(631,524,704,534)
tide-col-header: TIDE. Morn. xyxy=(120,346,156,366)
letter-body: Sir,—Will you permit me through your columns to ask Mr Tyler how he reconciles the action of subscribers last evening with a statement made by him a short time ago, during the Power-enquiry, to the effect that he represented public feeling. Mr Wilkinson of the Thames Advertiser might assist him.—I am, &c., A Subscriber. xyxy=(392,1112,569,1183)
customs-text: Amount of Revenue collected at the Port of Thames for the 21st January, 1875:— xyxy=(10,140,191,160)
report-paragraph: Mr William Davies (Mayor) moved that the report be adopted. xyxy=(582,887,753,907)
running-title: THE EVENING STAR xyxy=(465,6,649,25)
news-paragraph: A meeting of the Volunteer Representatives Reception Committee was held at the Pacific Hotel yesterday afternoon, at four o'clock. There were nine members present out of a committee of twenty-five; two subscription lists were handed in. A sub-committee was appointed to make enquiries and take other steps with a view to ascertain the cost of a ball, but no decision was arrived at that the entertainment to our expected visitors should take that form. It appears that the public have not shown such a willingness to contribute as was expected, and the Committee do not feel themselves called upon to incur a large expenditure unless they are encouraged thereto by the public coming forward with liberal subscriptions. It will be a great disappointment to the ladies if the idea of a ball and supper has to be abandoned, but it cannot be expected that the Committee will undertake the responsibility without some guarantee. xyxy=(204,528,379,722)
vote-count: 99 xyxy=(1103,1223,1112,1233)
candidate-name: Wm. Sims xyxy=(950,1190,985,1200)
tide-cell: 7 14 xyxy=(89,449,119,460)
publication-note: PUBLISHED DAILY AT FOUR O'CLOCK P.M. xyxy=(15,605,186,615)
court-paragraph: John Foss was charged with having committed a breach of the above Bye-law, by neglecting to clean his premises, whereby an offensive smell was caused. Defendant pleaded guilty. xyxy=(392,919,569,960)
vote-count: 134 xyxy=(1099,1268,1112,1278)
vote-count: 19 xyxy=(1103,1235,1112,1245)
president-paragraph: Mr Ehrenfried seconded the nomination of Mr Rowe, who had given great satisfaction during the time he had held office, and he (Mr Ehrenfried) did not think they could do better than to elect him again. xyxy=(766,1212,937,1263)
tide-cell: 6.22 xyxy=(155,398,190,418)
customs-heading: CUSTOMS RETURNS. xyxy=(46,127,155,138)
leader-dots xyxy=(995,1168,1101,1175)
post-place: Post Office, Mary-street, January 21, 1875. xyxy=(18,260,160,270)
leader-dots xyxy=(993,1112,1101,1119)
divider xyxy=(18,328,183,329)
subscription-paragraph: The Chairman said the Hospital was indebted a great deal to the late Hon. Treasurer, who had taken considerable pains and expended a deal of labor in connection with it from the commencement; and he had no doubt that his services would be as gladly afforded in the future. xyxy=(766,313,937,374)
report-paragraph: The Chairman said it would be necessary for some gentleman to move the adoption of the report. If anyone wished to offer any remarks, the matter was now in the hands of the meeting. xyxy=(582,844,753,885)
tide-cell: 7.39 xyxy=(155,428,190,439)
tide-cell: 23-Saturday xyxy=(11,439,58,450)
divider xyxy=(400,1011,561,1012)
tide-cell: 5 12 xyxy=(57,449,89,460)
tide-cell: 8.42 xyxy=(120,449,156,460)
telegram-item: A store in the Wairoa was burned, belonging to Brown, Campbell and Co. It is insured for £3000 in the New Zealand Insurance Office. xyxy=(204,1009,379,1040)
tide-units-row xyxy=(11,366,191,377)
leader-dots xyxy=(988,1190,1101,1197)
leader-dots xyxy=(1001,1258,1105,1265)
